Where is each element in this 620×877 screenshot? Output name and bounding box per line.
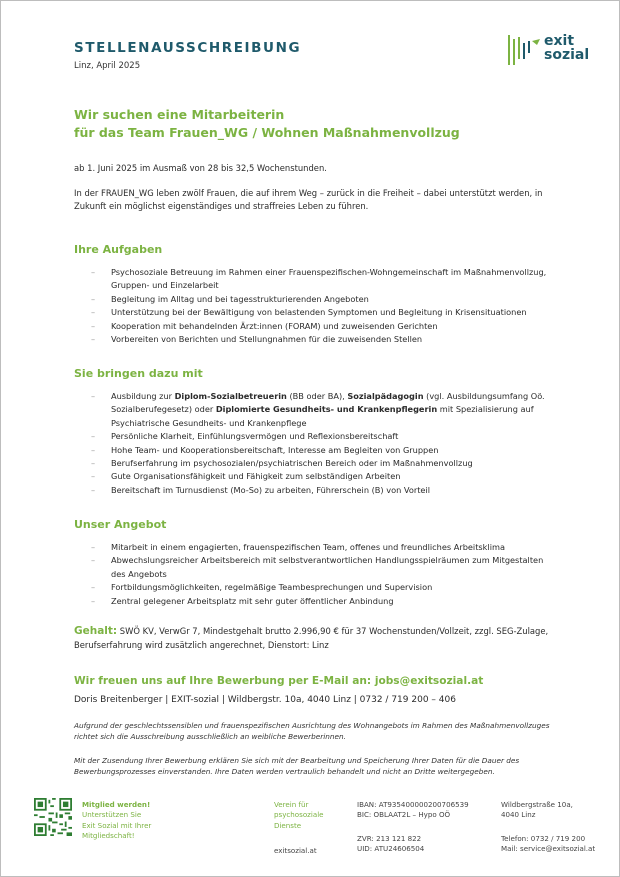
website-link[interactable]: exitsozial.at	[274, 846, 317, 855]
iban: IBAN: AT935400000200706539	[357, 800, 469, 809]
section-title-aufgaben: Ihre Aufgaben	[74, 243, 163, 256]
membership-block	[82, 800, 151, 841]
angebot-list	[91, 541, 551, 608]
job-headline	[74, 106, 574, 142]
salary-info	[74, 625, 554, 652]
organisation-line-2: psychosoziale	[274, 810, 324, 820]
section-title-mitbringen: Sie bringen dazu mit	[74, 367, 203, 380]
list-item: – Unterstützung bei der Bewältigung von belastenden Symptomen und Begleitung in Krisensituationen	[91, 307, 527, 318]
salary-text: SWÖ KV, VerwGr 7, Mindestgehalt brutto 2.996,90 € für 37 Wochenstunden/Vollzeit, zzgl. SEG-Zulage, Berufserfahrung wird zusätzlich angerechnet, Dienstort: Linz	[74, 626, 549, 650]
list-item-text: Begleitung im Alltag und bei tagesstrukturierenden Angeboten	[111, 293, 369, 304]
contact-block	[501, 834, 595, 855]
membership-line-2: Exit Sozial mit Ihrer	[82, 820, 152, 830]
text-segment: (BB oder BA),	[286, 391, 348, 401]
address-line-1: Wildbergstraße 10a,	[501, 800, 573, 809]
list-item: – Zentral gelegener Arbeitsplatz mit sehr guter öffentlicher Anbindung	[91, 595, 394, 606]
list-item: – Gute Organisationsfähigkeit und Fähigkeit zum selbständigen Arbeiten	[91, 471, 401, 482]
application-call: Wir freuen uns auf Ihre Bewerbung per E-Mail an: jobs@exitsozial.at	[74, 675, 484, 687]
list-item: – Abwechslungsreicher Arbeitsbereich mit selbstverantwortlichen Handlungsspielräumen zum Mitgestalten des Angebots	[91, 555, 544, 579]
date-line: Linz, April 2025	[74, 61, 141, 71]
list-item-text: Berufserfahrung im psychosozialen/psychiatrischen Bereich oder im Maßnahmenvollzug	[111, 458, 473, 469]
mitbringen-list	[91, 390, 551, 497]
email-link[interactable]: Mail: service@exitsozial.at	[501, 844, 596, 854]
list-item-text: Persönliche Klarheit, Einfühlungsvermögen und Reflexionsbereitschaft	[111, 431, 399, 442]
list-item-text: Mitarbeit in einem engagierten, frauenspezifischen Team, offenes und freundliches Arbeitsklima	[111, 542, 505, 552]
intro-description: In der FRAUEN_WG leben zwölf Frauen, die auf ihrem Weg – zurück in die Freiheit – dabei unterstützt werden, in Zukunft ein möglichst eigenständiges und straffreies Leben zu führen.	[74, 188, 543, 211]
qualification-sozialpaedagogin: Sozialpädagogin	[347, 391, 424, 401]
registry-block	[357, 834, 424, 855]
page-title: STELLENAUSSCHREIBUNG	[74, 40, 302, 56]
start-date-text: ab 1. Juni 2025 im Ausmaß von 28 bis 32,5 Wochenstunden.	[74, 163, 327, 173]
phone: Telefon: 0732 / 719 200	[501, 834, 586, 843]
logo-word-exit: exit	[544, 33, 575, 49]
membership-line-1: Unterstützen Sie	[82, 810, 142, 820]
list-item-text: Gute Organisationsfähigkeit und Fähigkeit zum selbständigen Arbeiten	[111, 471, 401, 482]
membership-title: Mitglied werden!	[82, 800, 151, 809]
list-item: – Begleitung im Alltag und bei tagesstrukturierenden Angeboten	[91, 293, 369, 304]
qualification-sozialbetreuerin: Diplom-Sozialbetreuerin	[174, 391, 287, 401]
list-item: – Bereitschaft im Turnusdienst (Mo-So) zu arbeiten, Führerschein (B) von Vorteil	[91, 484, 431, 495]
text-segment: Ausbildung zur	[111, 391, 175, 401]
list-item-text: Kooperation mit behandelnden Ärzt:innen (FORAM) und zuweisenden Gerichten	[111, 320, 438, 331]
list-item: – Berufserfahrung im psychosozialen/psychiatrischen Bereich oder im Maßnahmenvollzug	[91, 458, 473, 469]
bank-block	[357, 800, 469, 821]
text-segment: (vgl. Ausbildungsumfang Oö. Sozialberufegesetz) oder	[111, 391, 545, 415]
list-item-text: Psychosoziale Betreuung im Rahmen einer Frauenspezifischen-Wohngemeinschaft im Maßnahmenvollzug, Gruppen- und Einzelarbeit	[111, 267, 547, 291]
list-item: – Vorbereiten von Berichten und Stellungnahmen für die zuweisenden Stellen	[91, 334, 423, 345]
organisation-block	[274, 800, 324, 831]
bic: BIC: OBLAAT2L – Hypo OÖ	[357, 810, 451, 820]
headline-line-2: für das Team Frauen_WG / Wohnen Maßnahmenvollzug	[74, 125, 460, 140]
aufgaben-list	[91, 266, 551, 346]
logo-word-sozial: sozial	[544, 47, 590, 63]
zvr: ZVR: 213 121 822	[357, 834, 422, 843]
uid: UID: ATU24606504	[357, 844, 425, 854]
list-item-text: Hohe Team- und Kooperationsbereitschaft, Interesse am Begleiten von Gruppen	[111, 444, 439, 455]
list-item: – Kooperation mit behandelnden Ärzt:innen (FORAM) und zuweisenden Gerichten	[91, 320, 438, 331]
logo-bars-icon	[506, 33, 542, 69]
list-item: – Ausbildung zur Diplom-Sozialbetreuerin (BB oder BA), Sozialpädagogin (vgl. Ausbildungsumfang Oö. Sozialberufegesetz) oder Diplomierte Gesundheits- und Krankenpflegerin mit Spezialisierung auf Psychiatrische Gesundheits- und Krankenpflege	[91, 391, 545, 428]
text-segment: mit Spezialisierung auf Psychiatrische Gesundheits- und Krankenpflege	[111, 404, 534, 428]
list-item-text: Zentral gelegener Arbeitsplatz mit sehr guter öffentlicher Anbindung	[111, 595, 394, 606]
privacy-note: Mit der Zusendung Ihrer Bewerbung erklären Sie sich mit der Bearbeitung und Speicherung Ihrer Daten für die Dauer des Bewerbungsprozesses einverstanden. Ihre Daten werden vertraulich behandelt und nicht an Dritte weitergegeben.	[74, 756, 520, 776]
exit-sozial-logo	[506, 33, 606, 73]
footer	[0, 790, 620, 870]
list-item: – Hohe Team- und Kooperationsbereitschaft, Interesse am Begleiten von Gruppen	[91, 444, 439, 455]
list-item-text	[111, 391, 545, 428]
list-item: – Fortbildungsmöglichkeiten, regelmäßige Teambesprechungen und Supervision	[91, 582, 433, 593]
membership-line-3: Mitgliedschaft!	[82, 830, 135, 840]
list-item: – Psychosoziale Betreuung im Rahmen einer Frauenspezifischen-Wohngemeinschaft im Maßnahmenvollzug, Gruppen- und Einzelarbeit	[91, 267, 547, 291]
section-title-angebot: Unser Angebot	[74, 518, 167, 531]
headline-line-1: Wir suchen eine Mitarbeiterin	[74, 107, 285, 122]
list-item: – Persönliche Klarheit, Einfühlungsvermögen und Reflexionsbereitschaft	[91, 431, 399, 442]
gender-note: Aufgrund der geschlechtssensiblen und frauenspezifischen Ausrichtung des Wohnangebots im Rahmen des Maßnahmenvollzuges richtet sich die Ausschreibung ausschließlich an weibliche Bewerberinnen.	[74, 721, 550, 741]
list-item-text: Fortbildungsmöglichkeiten, regelmäßige Teambesprechungen und Supervision	[111, 582, 433, 593]
list-item-text: Abwechslungsreicher Arbeitsbereich mit selbstverantwortlichen Handlungsspielräumen zum Mitgestalten des Angebots	[111, 555, 544, 579]
qr-code-icon	[34, 798, 72, 836]
address-line-2: 4040 Linz	[501, 810, 536, 820]
organisation-line-1: Verein für	[274, 800, 309, 809]
list-item-text: Unterstützung bei der Bewältigung von belastenden Symptomen und Begleitung in Krisensituationen	[111, 307, 527, 318]
salary-label: Gehalt:	[74, 625, 118, 637]
contact-line: Doris Breitenberger | EXIT-sozial | Wildbergstr. 10a, 4040 Linz | 0732 / 719 200 – 406	[74, 695, 456, 705]
list-item-text: Vorbereiten von Berichten und Stellungnahmen für die zuweisenden Stellen	[111, 334, 423, 345]
address-block	[501, 800, 573, 821]
list-item-text: Bereitschaft im Turnusdienst (Mo-So) zu arbeiten, Führerschein (B) von Vorteil	[111, 484, 431, 495]
qualification-krankenpflegerin: Diplomierte Gesundheits- und Krankenpflegerin	[215, 404, 438, 415]
logo-wordmark	[544, 34, 589, 62]
organisation-line-3: Dienste	[274, 820, 302, 830]
list-item: – Mitarbeit in einem engagierten, frauenspezifischen Team, offenes und freundliches Arbeitsklima	[91, 542, 505, 552]
